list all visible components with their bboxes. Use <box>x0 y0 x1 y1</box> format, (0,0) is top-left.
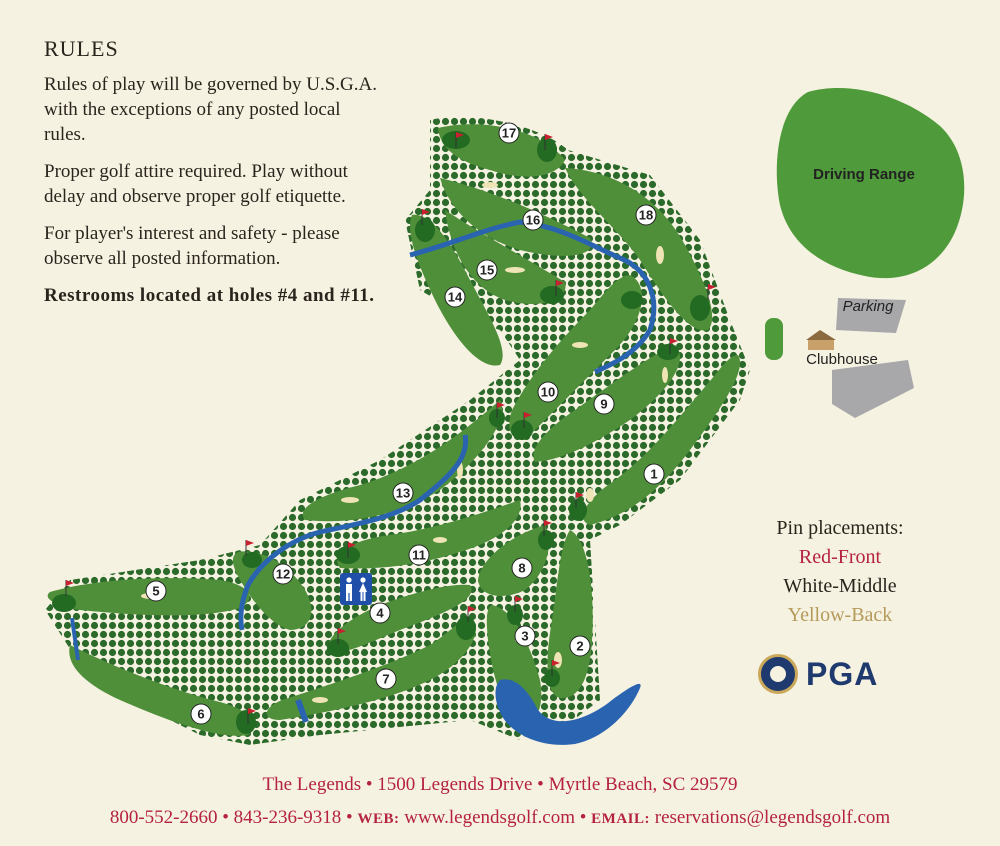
svg-text:15: 15 <box>479 262 495 278</box>
rules-paragraph-2: Proper golf attire required. Play without delay and observe proper golf etiquette. <box>44 161 348 207</box>
pin-placements-legend <box>740 514 940 630</box>
footer-web-label: WEB: <box>357 811 400 827</box>
hole-marker-6 <box>191 704 211 724</box>
svg-text:1: 1 <box>650 466 658 482</box>
hole-marker-1 <box>644 464 664 484</box>
rules-paragraph-1: Rules of play will be governed by U.S.G.A. with the exceptions of any posted local rules. <box>44 74 377 145</box>
restroom-icon <box>340 573 372 605</box>
hole-marker-15 <box>477 260 497 280</box>
footer-contact <box>0 801 1000 836</box>
footer <box>0 768 1000 836</box>
footer-email-label: EMAIL: <box>591 811 651 827</box>
hole-marker-8 <box>512 558 532 578</box>
svg-text:17: 17 <box>501 125 517 141</box>
clubhouse-icon <box>806 330 836 350</box>
footer-address: The Legends • 1500 Legends Drive • Myrtle Beach, SC 29579 <box>262 774 738 795</box>
svg-text:10: 10 <box>540 384 556 400</box>
hole-marker-9 <box>594 394 614 414</box>
hole-marker-16 <box>523 210 543 230</box>
svg-text:8: 8 <box>518 560 526 576</box>
pga-logo <box>758 652 918 702</box>
svg-text:4: 4 <box>376 605 384 621</box>
svg-text:7: 7 <box>382 671 390 687</box>
restrooms-note: Restrooms located at holes #4 and #11. <box>44 285 375 306</box>
hole-marker-4 <box>370 603 390 623</box>
hole-marker-10 <box>538 382 558 402</box>
hole-marker-5 <box>146 581 166 601</box>
svg-text:5: 5 <box>152 583 160 599</box>
parking-lot-lower <box>832 360 914 418</box>
svg-text:9: 9 <box>600 396 608 412</box>
hole-marker-12 <box>273 564 293 584</box>
rules-title: RULES <box>44 36 119 61</box>
pin-yellow-back: Yellow-Back <box>787 604 893 626</box>
hole-marker-14 <box>445 287 465 307</box>
svg-text:16: 16 <box>525 212 541 228</box>
footer-email-link[interactable]: reservations@legendsgolf.com <box>654 807 891 828</box>
hole-marker-17 <box>499 123 519 143</box>
pin-red-front: Red-Front <box>798 546 882 568</box>
svg-text:12: 12 <box>275 566 291 582</box>
hole-marker-13 <box>393 483 413 503</box>
svg-text:14: 14 <box>447 289 463 305</box>
parking-label: Parking <box>842 298 894 315</box>
practice-green <box>765 318 783 360</box>
svg-text:18: 18 <box>638 207 654 223</box>
hole-marker-3 <box>515 626 535 646</box>
svg-text:11: 11 <box>412 547 426 563</box>
hole-marker-18 <box>636 205 656 225</box>
driving-range <box>777 88 964 278</box>
clubhouse-label: Clubhouse <box>806 351 878 368</box>
footer-phones: 800-552-2660 • 843-236-9318 • <box>109 807 353 828</box>
svg-text:13: 13 <box>395 485 411 501</box>
pga-seal-icon <box>758 654 798 694</box>
pga-wordmark: PGA <box>806 656 879 692</box>
driving-range-label: Driving Range <box>813 166 915 183</box>
footer-web-link[interactable]: www.legendsgolf.com • <box>404 807 587 828</box>
svg-text:6: 6 <box>197 706 205 722</box>
svg-text:2: 2 <box>576 638 584 654</box>
hole-marker-2 <box>570 636 590 656</box>
pin-placements-title: Pin placements: <box>776 517 904 539</box>
hole-marker-11 <box>409 545 429 565</box>
pin-white-middle: White-Middle <box>783 575 897 597</box>
svg-text:3: 3 <box>521 628 529 644</box>
hole-marker-7 <box>376 669 396 689</box>
rules-paragraph-3: For player's interest and safety - please observe all posted information. <box>44 223 340 269</box>
